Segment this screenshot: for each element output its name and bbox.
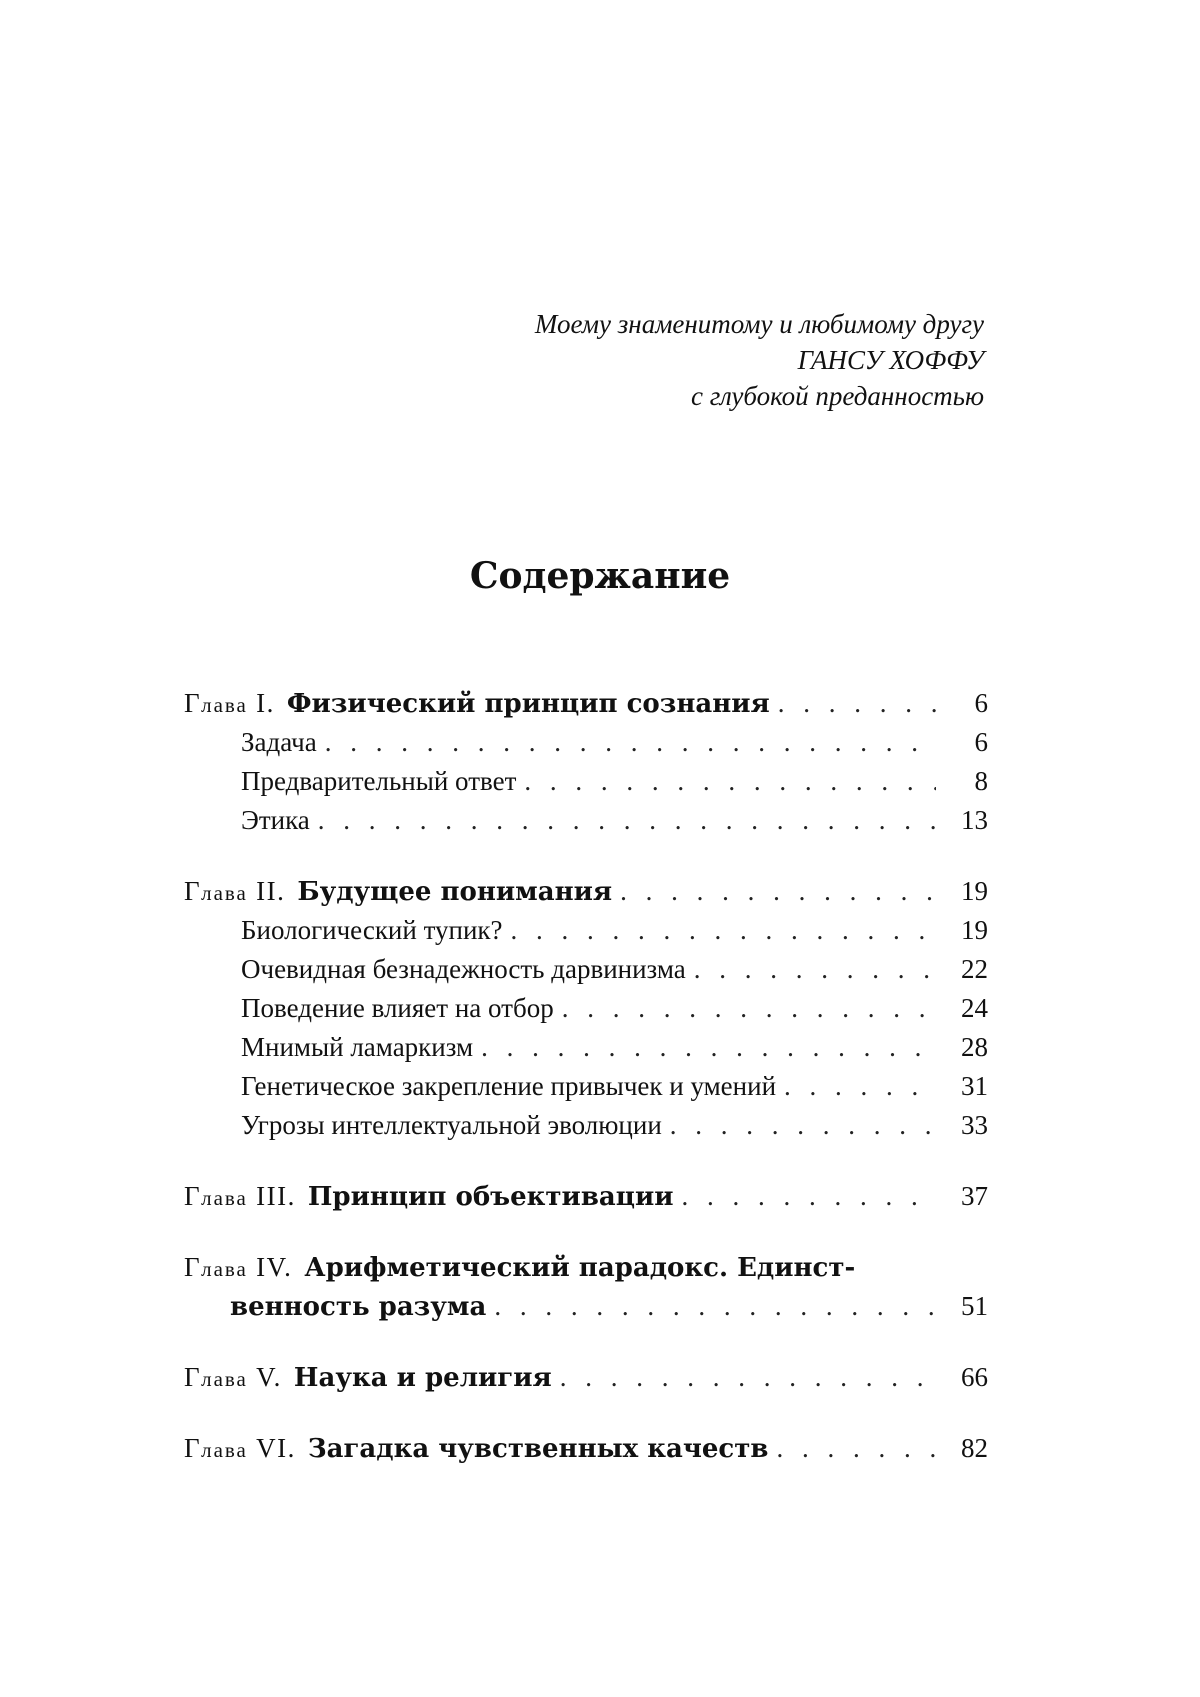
- dedication: [284, 306, 984, 414]
- toc-section-row[interactable]: [184, 911, 988, 950]
- page-number: 6: [974, 688, 988, 718]
- dedication-line-1: Моему знаменитому и любимому другу: [534, 309, 984, 339]
- chapter-label: Глава VI.: [184, 1433, 296, 1463]
- toc-chapter-row[interactable]: [184, 1429, 988, 1468]
- page-number: 31: [961, 1071, 988, 1101]
- page-number: 28: [961, 1032, 988, 1062]
- leader-dots: [784, 1067, 936, 1106]
- dedication-line-3: с глубокой преданностью: [691, 381, 984, 411]
- chapter-title-line-2: венность разума: [230, 1292, 487, 1322]
- toc-chapter-5: [184, 1358, 988, 1397]
- section-title: Очевидная безнадежность дарвинизма: [241, 954, 686, 984]
- chapter-title: Загадка чувственных качеств: [307, 1434, 769, 1464]
- chapter-title: Принцип объективации: [307, 1182, 674, 1212]
- page-number: 82: [961, 1433, 988, 1463]
- toc-section-row[interactable]: [184, 801, 988, 840]
- toc-chapter-3: [184, 1177, 988, 1216]
- chapter-label: Глава II.: [184, 876, 286, 906]
- toc-section-row[interactable]: [184, 1106, 988, 1145]
- chapter-label: Глава V.: [184, 1362, 282, 1392]
- section-title: Этика: [241, 805, 310, 835]
- section-title: Генетическое закрепление привычек и умений: [241, 1071, 777, 1101]
- section-title: Предварительный ответ: [241, 766, 517, 796]
- leader-dots: [620, 872, 936, 911]
- toc-chapter-row-continued[interactable]: [184, 1287, 988, 1326]
- toc-section-row[interactable]: [184, 723, 988, 762]
- toc-chapter-6: [184, 1429, 988, 1468]
- chapter-title: Физический принцип сознания: [286, 689, 770, 719]
- page-number: 22: [961, 954, 988, 984]
- toc-chapter-row[interactable]: [184, 1358, 988, 1397]
- chapter-title: Наука и религия: [293, 1363, 552, 1393]
- page-number: 51: [961, 1291, 988, 1321]
- leader-dots: [682, 1177, 936, 1216]
- chapter-title: Будущее понимания: [297, 877, 613, 907]
- page-number: 37: [961, 1181, 988, 1211]
- page-number: 8: [974, 766, 988, 796]
- leader-dots: [511, 911, 936, 950]
- toc-title: Содержание: [469, 555, 731, 597]
- chapter-label: Глава IV.: [184, 1252, 293, 1282]
- toc-chapter-4: [184, 1248, 988, 1326]
- page-number: 6: [974, 727, 988, 757]
- section-title: Мнимый ламаркизм: [241, 1032, 474, 1062]
- section-title: Угрозы интеллектуальной эволюции: [241, 1110, 662, 1140]
- leader-dots: [325, 723, 936, 762]
- page-number: 66: [961, 1362, 988, 1392]
- chapter-label: Глава III.: [184, 1181, 296, 1211]
- toc-chapter-row[interactable]: [184, 684, 988, 723]
- section-title: Поведение влияет на отбор: [241, 993, 554, 1023]
- table-of-contents: [184, 684, 988, 1500]
- section-title: Биологический тупик?: [241, 915, 503, 945]
- toc-chapter-row[interactable]: [184, 1248, 988, 1287]
- leader-dots: [670, 1106, 936, 1145]
- leader-dots: [562, 989, 936, 1028]
- leader-dots: [560, 1358, 936, 1397]
- dedication-line-2: ГАНСУ ХОФФУ: [797, 345, 984, 375]
- leader-dots: [694, 950, 936, 989]
- leader-dots: [481, 1028, 936, 1067]
- toc-section-row[interactable]: [184, 989, 988, 1028]
- toc-chapter-2: [184, 872, 988, 1145]
- toc-chapter-row[interactable]: [184, 1177, 988, 1216]
- chapter-label: Глава I.: [184, 688, 275, 718]
- page-number: 19: [961, 876, 988, 906]
- leader-dots: [776, 1429, 936, 1468]
- toc-section-row[interactable]: [184, 950, 988, 989]
- page-number: 13: [961, 805, 988, 835]
- page-number: 33: [961, 1110, 988, 1140]
- leader-dots: [494, 1287, 936, 1326]
- leader-dots: [778, 684, 936, 723]
- toc-section-row[interactable]: [184, 1067, 988, 1106]
- chapter-title-line-1: Арифметический парадокс. Единст-: [304, 1253, 856, 1283]
- page-number: 19: [961, 915, 988, 945]
- leader-dots: [524, 762, 936, 801]
- toc-section-row[interactable]: [184, 1028, 988, 1067]
- toc-chapter-row[interactable]: [184, 872, 988, 911]
- toc-section-row[interactable]: [184, 762, 988, 801]
- page-number: 24: [961, 993, 988, 1023]
- section-title: Задача: [241, 727, 317, 757]
- leader-dots: [318, 801, 936, 840]
- toc-chapter-1: [184, 684, 988, 840]
